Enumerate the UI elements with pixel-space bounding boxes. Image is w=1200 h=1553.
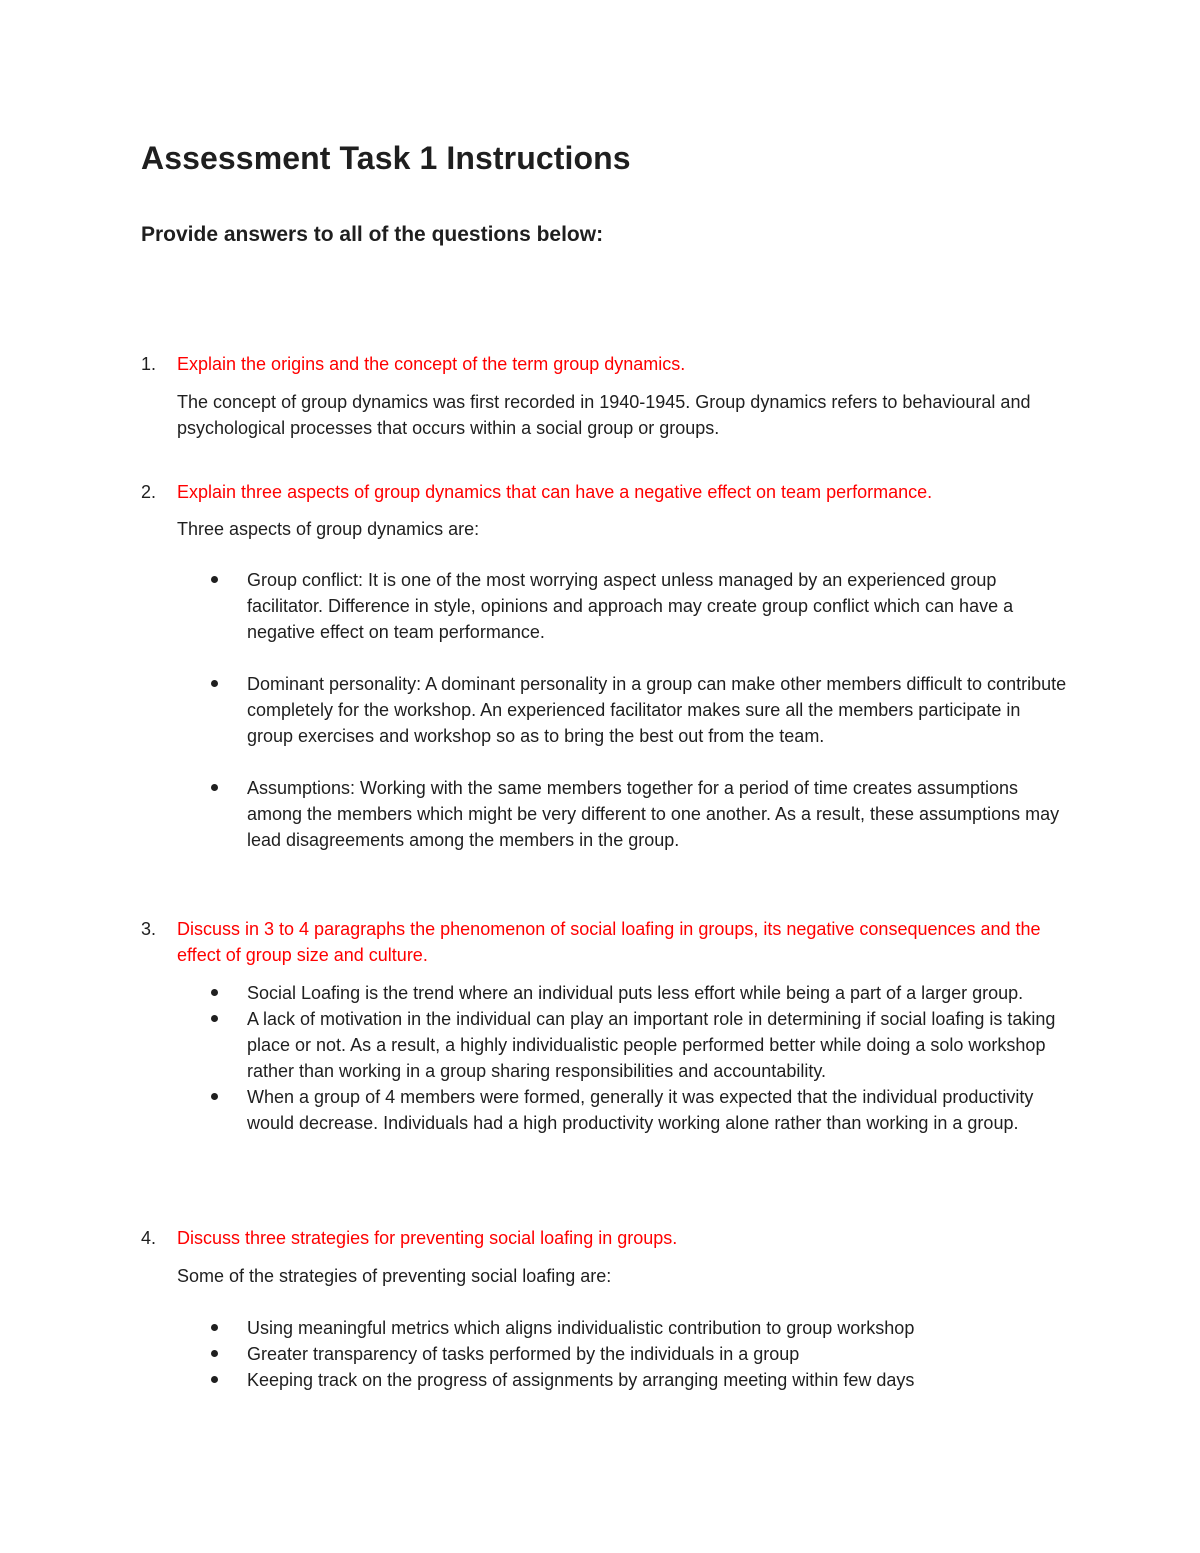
list-item [0,567,1067,645]
bullet-list [0,980,1200,1136]
list-item-text: Using meaningful metrics which aligns individualistic contribution to group workshop [247,1318,915,1338]
bullet-icon [211,784,218,791]
question-number: 2. [141,482,157,502]
list-item [0,1006,1067,1084]
bullet-list [0,567,1200,853]
list-item [0,1341,1067,1367]
list-item-text: A lack of motivation in the individual can play an important role in determining if social loafing is taking place or not. As a result, a highly individualistic people performed better while doing a solo workshop rather than working in a group sharing responsibilities and accountability. [247,1009,1056,1081]
list-item [0,671,1067,749]
question-prompt: Discuss in 3 to 4 paragraphs the phenomenon of social loafing in groups, its negative consequences and the effect of group size and culture. [177,919,1041,965]
bullet-icon [211,576,218,583]
list-item [0,1084,1067,1136]
list-item-text: Assumptions: Working with the same members together for a period of time creates assumptions among the members which might be very different to one another. As a result, these assumptions may lead disagreements among the members in the group. [247,778,1060,850]
question-number: 3. [141,919,157,939]
answer-paragraph: Three aspects of group dynamics are: [177,519,480,539]
question-prompt: Discuss three strategies for preventing social loafing in groups. [177,1228,678,1248]
question-number: 1. [141,354,157,374]
list-item [0,1315,1067,1341]
question-prompt: Explain three aspects of group dynamics that can have a negative effect on team performance. [177,482,933,502]
list-item-text: Social Loafing is the trend where an individual puts less effort while being a part of a larger group. [247,983,1024,1003]
page-subtitle: Provide answers to all of the questions below: [141,223,604,246]
bullet-icon [211,680,218,687]
question-number: 4. [141,1228,157,1248]
list-item-text: When a group of 4 members were formed, generally it was expected that the individual productivity would decrease. Individuals had a high productivity working alone rather than working in a group. [247,1087,1034,1133]
bullet-icon [211,989,218,996]
bullet-icon [211,1015,218,1022]
question-prompt: Explain the origins and the concept of the term group dynamics. [177,354,686,374]
answer-paragraph: Some of the strategies of preventing social loafing are: [177,1266,612,1286]
bullet-icon [211,1093,218,1100]
answer-paragraph: The concept of group dynamics was first recorded in 1940-1945. Group dynamics refers to behavioural and psychological processes that occurs within a social group or groups. [177,392,1031,438]
bullet-icon [211,1324,218,1331]
list-item-text: Keeping track on the progress of assignments by arranging meeting within few days [247,1370,915,1390]
bullet-list [0,1315,1200,1393]
list-item [0,1367,1067,1393]
bullet-icon [211,1376,218,1383]
list-item-text: Dominant personality: A dominant personality in a group can make other members difficult to contribute completely for the workshop. An experienced facilitator makes sure all the members participate in group exercises and workshop so as to bring the best out from the team. [247,674,1067,746]
list-item-text: Greater transparency of tasks performed by the individuals in a group [247,1344,800,1364]
list-item [0,980,1067,1006]
bullet-icon [211,1350,218,1357]
list-item [0,775,1067,853]
page-title: Assessment Task 1 Instructions [141,140,631,176]
list-item-text: Group conflict: It is one of the most worrying aspect unless managed by an experienced group facilitator. Difference in style, opinions and approach may create group conflict which can have a negative effect on team performance. [247,570,1014,642]
